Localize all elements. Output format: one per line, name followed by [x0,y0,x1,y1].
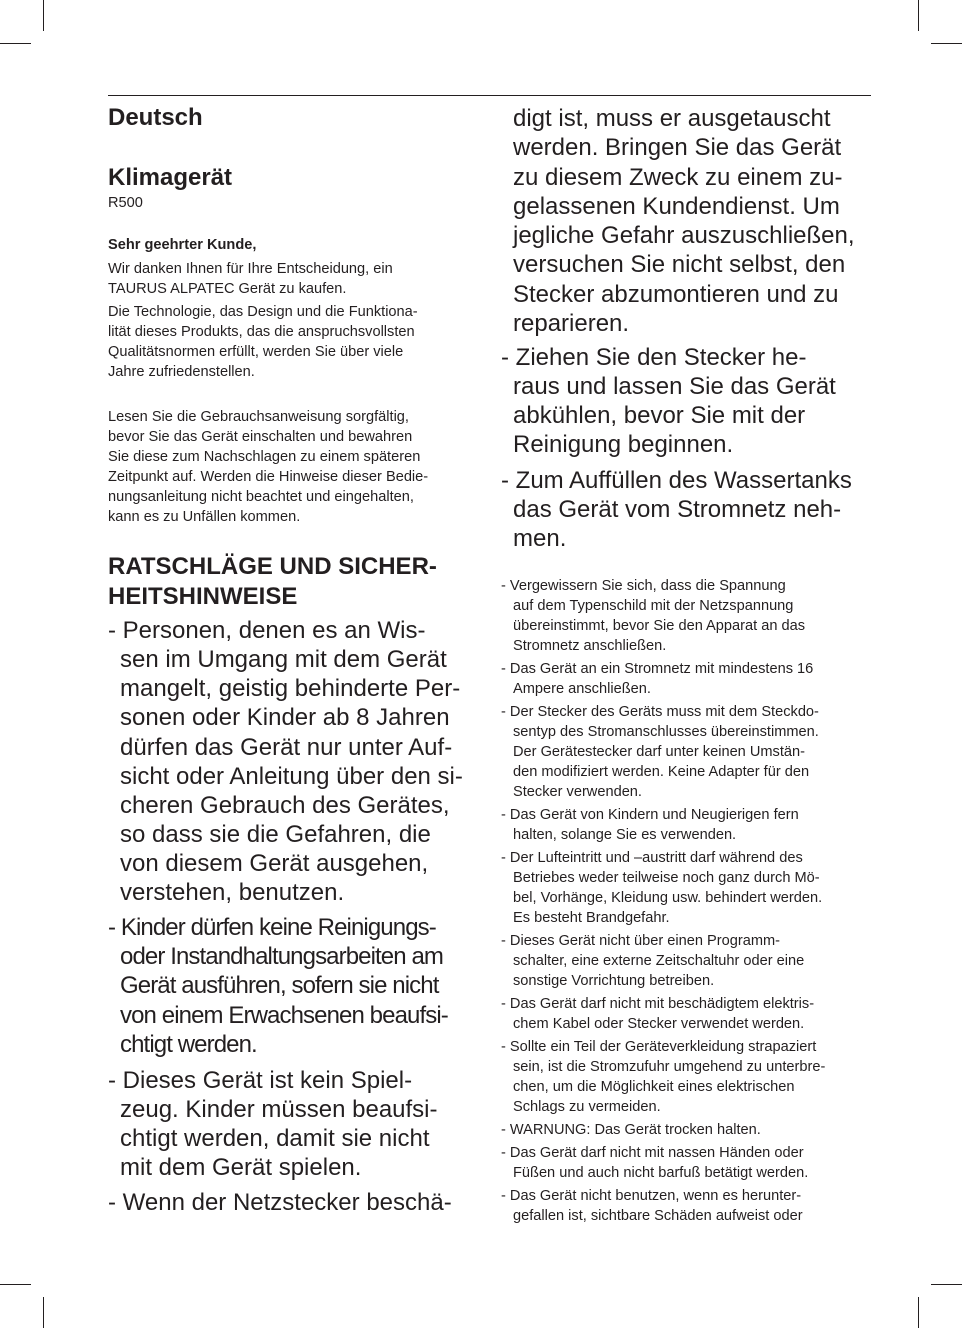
intro-line: Sie diese zum Nachschlagen zu einem späteren [108,449,421,465]
intro-line: bevor Sie das Gerät einschalten und bewahren [108,429,413,445]
crop-mark-top-right-h [931,43,962,44]
safety-item-line: - Ziehen Sie den Stecker he- [501,344,807,371]
safety-note-line: - WARNUNG: Das Gerät trocken halten. [501,1122,761,1138]
safety-note-line: gefallen ist, sichtbare Schäden aufweist oder [513,1208,803,1224]
safety-note-line: Betriebes weder teilweise noch ganz durch Mö- [513,870,820,886]
safety-note-line: - Der Lufteintritt und –austritt darf während des [501,850,803,866]
safety-item-line: Stecker abzumontieren und zu [513,281,839,308]
safety-item-line: reparieren. [513,310,630,337]
intro-line: Zeitpunkt auf. Werden die Hinweise dieser Bedie- [108,469,429,485]
language-heading: Deutsch [108,104,203,131]
safety-item-line: - Personen, denen es an Wis- [108,617,426,644]
safety-item-line: von diesem Gerät ausgehen, [120,850,429,877]
product-title: Klimagerät [108,164,233,191]
crop-mark-bottom-right-h [931,1284,962,1285]
intro-line: kann es zu Unfällen kommen. [108,509,301,525]
safety-note-line: Füßen und auch nicht barfuß betätigt werden. [513,1165,809,1181]
safety-note-line: Stromnetz anschließen. [513,638,667,654]
intro-line: Qualitätsnormen erfüllt, werden Sie über viele [108,344,404,360]
safety-note-line: - Das Gerät von Kindern und Neugierigen fern [501,807,799,823]
safety-note-line: sentyp des Stromanschlusses übereinstimmen. [513,724,819,740]
safety-note-line: Stecker verwenden. [513,784,642,800]
crop-mark-top-left-v [43,0,44,31]
safety-item-line: verstehen, benutzen. [120,879,345,906]
intro-line: Jahre zufriedenstellen. [108,364,255,380]
safety-note-line: Ampere anschließen. [513,681,651,697]
safety-note-line: chen, um die Möglichkeit eines elektrischen [513,1079,795,1095]
intro-line: lität dieses Produkts, das die anspruchsvollsten [108,324,415,340]
safety-note-line: auf dem Typenschild mit der Netzspannung [513,598,794,614]
safety-note-line: sein, ist die Stromzufuhr umgehend zu unterbre- [513,1059,826,1075]
safety-note-line: übereinstimmt, bevor Sie den Apparat an das [513,618,806,634]
intro-line: Die Technologie, das Design und die Funktiona- [108,304,418,320]
greeting: Sehr geehrter Kunde, [108,237,257,253]
safety-item-line: sonen oder Kinder ab 8 Jahren [120,704,450,731]
safety-note-line: halten, solange Sie es verwenden. [513,827,737,843]
safety-note-line: - Dieses Gerät nicht über einen Programm- [501,933,781,949]
safety-item-line: chtigt werden, damit sie nicht [120,1125,430,1152]
safety-item-line: werden. Bringen Sie das Gerät [513,134,842,161]
safety-item-line: - Wenn der Netzstecker beschä- [108,1189,452,1216]
safety-item-line: abkühlen, bevor Sie mit der [513,402,806,429]
safety-item-line: das Gerät vom Stromnetz neh- [513,496,842,523]
crop-mark-top-left-h [0,43,31,44]
safety-note-line: bel, Vorhänge, Kleidung usw. behindert werden. [513,890,823,906]
safety-note-line: - Das Gerät darf nicht mit beschädigtem elektris- [501,996,815,1012]
safety-note-line: - Das Gerät nicht benutzen, wenn es herunter- [501,1188,802,1204]
safety-note-line: Schlags zu vermeiden. [513,1099,661,1115]
safety-note-line: Der Gerätestecker darf unter keinen Umstän- [513,744,805,760]
safety-note-line: den modifiziert werden. Keine Adapter für den [513,764,810,780]
intro-line: nungsanleitung nicht beachtet und eingehalten, [108,489,414,505]
intro-line: TAURUS ALPATEC Gerät zu kaufen. [108,281,347,297]
safety-item-line: mangelt, geistig behinderte Per- [120,675,461,702]
safety-note-line: - Vergewissern Sie sich, dass die Spannung [501,578,786,594]
intro-line: Wir danken Ihnen für Ihre Entscheidung, ein [108,261,393,277]
safety-note-line: - Das Gerät darf nicht mit nassen Händen oder [501,1145,804,1161]
safety-item-line: raus und lassen Sie das Gerät [513,373,836,400]
safety-note-line: - Das Gerät an ein Stromnetz mit mindestens 16 [501,661,814,677]
safety-item-line: dürfen das Gerät nur unter Auf- [120,734,453,761]
safety-item-line: men. [513,525,567,552]
safety-note-line: schalter, eine externe Zeitschaltuhr oder eine [513,953,805,969]
safety-item-line: mit dem Gerät spielen. [120,1154,362,1181]
safety-item-line: cheren Gebrauch des Gerätes, [120,792,450,819]
crop-mark-bottom-left-h [0,1284,31,1285]
safety-item-line: zeug. Kinder müssen beaufsi- [120,1096,438,1123]
safety-item-line: - Zum Auffüllen des Wassertanks [501,467,852,494]
intro-line: Lesen Sie die Gebrauchsanweisung sorgfältig, [108,409,409,425]
safety-note-line: - Sollte ein Teil der Geräteverkleidung strapaziert [501,1039,817,1055]
safety-item-line: so dass sie die Gefahren, die [120,821,431,848]
safety-item-line: - Dieses Gerät ist kein Spiel- [108,1067,413,1094]
safety-item-line: Gerät ausführen, sofern sie nicht [120,972,439,999]
safety-item-line: Reinigung beginnen. [513,431,734,458]
safety-item-line: zu diesem Zweck zu einem zu- [513,164,843,191]
safety-item-line: sicht oder Anleitung über den si- [120,763,463,790]
safety-item-line: digt ist, muss er ausgetauscht [513,105,831,132]
section-heading: HEITSHINWEISE [108,583,298,610]
safety-note-line: - Der Stecker des Geräts muss mit dem Steckdo- [501,704,819,720]
header-rule [108,95,871,96]
safety-item-line: gelassenen Kundendienst. Um [513,193,840,220]
safety-item-line: von einem Erwachsenen beaufsi- [120,1002,448,1029]
safety-item-line: oder Instandhaltungsarbeiten am [120,943,444,970]
safety-item-line: versuchen Sie nicht selbst, den [513,251,846,278]
safety-item-line: jegliche Gefahr auszuschließen, [513,222,855,249]
safety-item-line: - Kinder dürfen keine Reinigungs- [108,914,436,941]
crop-mark-bottom-left-v [43,1297,44,1328]
crop-mark-top-right-v [918,0,919,31]
safety-note-line: sonstige Vorrichtung betreiben. [513,973,715,989]
section-heading: RATSCHLÄGE UND SICHER- [108,553,437,580]
safety-note-line: Es besteht Brandgefahr. [513,910,670,926]
crop-mark-bottom-right-v [918,1297,919,1328]
model-number: R500 [108,195,143,211]
safety-note-line: chem Kabel oder Stecker verwendet werden. [513,1016,805,1032]
safety-item-line: chtigt werden. [120,1031,257,1058]
safety-item-line: sen im Umgang mit dem Gerät [120,646,447,673]
